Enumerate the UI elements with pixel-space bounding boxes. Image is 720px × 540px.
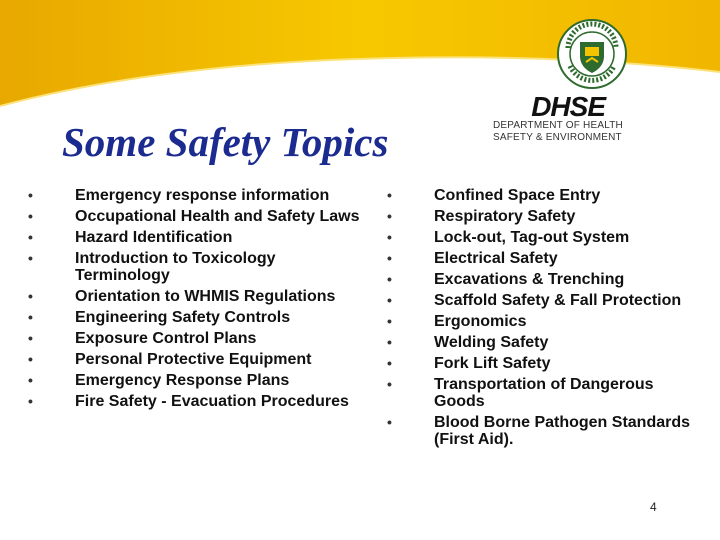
- topic-label: Occupational Health and Safety Laws: [75, 208, 360, 225]
- topic-label: Hazard Identification: [75, 229, 233, 246]
- left-topic-list: [28, 187, 368, 414]
- bullet-icon: •: [387, 355, 392, 371]
- list-item: [387, 313, 702, 330]
- bullet-icon: •: [28, 288, 33, 304]
- bullet-icon: •: [387, 313, 392, 329]
- slide-title: Some Safety Topics: [62, 119, 389, 165]
- topic-label: Emergency response information: [75, 187, 330, 204]
- topic-label: Lock-out, Tag-out System: [434, 229, 630, 246]
- right-topic-list: [387, 187, 702, 452]
- topic-label: Ergonomics: [434, 313, 527, 330]
- topic-label: Respiratory Safety: [434, 208, 576, 225]
- bullet-icon: •: [28, 351, 33, 367]
- bullet-icon: •: [28, 208, 33, 224]
- list-item: [387, 229, 702, 246]
- list-item: [28, 372, 368, 389]
- bullet-icon: •: [28, 309, 33, 325]
- bullet-icon: •: [28, 330, 33, 346]
- list-item: [387, 208, 702, 225]
- page-number: 4: [650, 500, 657, 514]
- list-item: [28, 229, 368, 246]
- topic-label: Introduction to Toxicology Terminology: [75, 250, 276, 284]
- list-item: [28, 288, 368, 305]
- topic-label: Transportation of Dangerous Goods: [434, 376, 654, 410]
- university-seal-logo: [556, 18, 628, 90]
- list-item: [387, 292, 702, 309]
- bullet-icon: •: [387, 414, 392, 430]
- dhse-logo-line-1: DEPARTMENT OF HEALTH: [493, 120, 623, 131]
- list-item: [387, 355, 702, 372]
- dhse-logo: [493, 91, 633, 144]
- topic-label: Orientation to WHMIS Regulations: [75, 288, 336, 305]
- topic-label: Exposure Control Plans: [75, 330, 257, 347]
- list-item: [28, 208, 368, 225]
- bullet-icon: •: [28, 187, 33, 203]
- topic-label: Electrical Safety: [434, 250, 558, 267]
- bullet-icon: •: [387, 229, 392, 245]
- bullet-icon: •: [387, 187, 392, 203]
- topic-label: Engineering Safety Controls: [75, 309, 291, 326]
- topic-label: Emergency Response Plans: [75, 372, 290, 389]
- topic-label: Fork Lift Safety: [434, 355, 551, 372]
- bullet-icon: •: [387, 208, 392, 224]
- dhse-logo-mark: DHSE: [531, 91, 605, 122]
- list-item: [28, 187, 368, 204]
- topic-label: Blood Borne Pathogen Standards (First Aid).: [434, 414, 691, 448]
- topic-label: Fire Safety - Evacuation Procedures: [75, 393, 349, 410]
- list-item: [387, 334, 702, 351]
- bullet-icon: •: [28, 393, 33, 409]
- list-item: [28, 393, 368, 410]
- list-item: [28, 351, 368, 368]
- list-item: [28, 309, 368, 326]
- topic-label: Scaffold Safety & Fall Protection: [434, 292, 682, 309]
- bullet-icon: •: [387, 334, 392, 350]
- bullet-icon: •: [387, 271, 392, 287]
- list-item: [387, 187, 702, 204]
- bullet-icon: •: [28, 372, 33, 388]
- bullet-icon: •: [28, 229, 33, 245]
- dhse-logo-line-2: SAFETY & ENVIRONMENT: [493, 132, 622, 143]
- bullet-icon: •: [387, 250, 392, 266]
- topic-label: Excavations & Trenching: [434, 271, 625, 288]
- list-item: [28, 330, 368, 347]
- topic-label: Confined Space Entry: [434, 187, 601, 204]
- list-item: [387, 414, 702, 448]
- list-item: [387, 376, 702, 410]
- list-item: [387, 271, 702, 288]
- bullet-icon: •: [387, 292, 392, 308]
- bullet-icon: •: [28, 250, 33, 266]
- bullet-icon: •: [387, 376, 392, 392]
- list-item: [28, 250, 368, 284]
- list-item: [387, 250, 702, 267]
- topic-label: Personal Protective Equipment: [75, 351, 312, 368]
- topic-label: Welding Safety: [434, 334, 549, 351]
